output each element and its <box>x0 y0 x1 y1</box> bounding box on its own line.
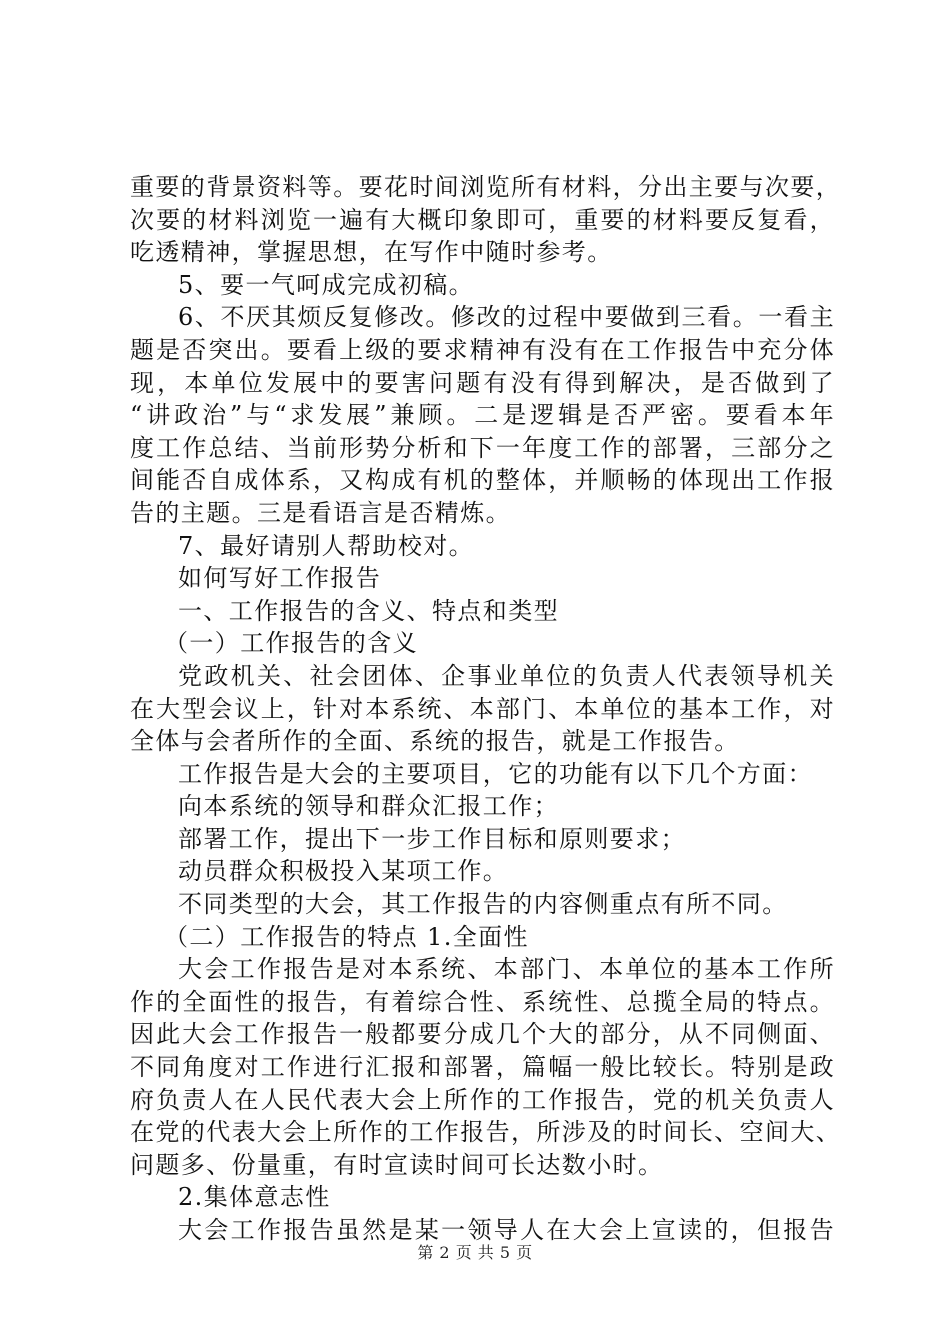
text-line: 大会工作报告是对本系统、本部门、本单位的基本工作所 <box>178 955 835 984</box>
text-line: 现，本单位发展中的要害问题有没有得到解决，是否做到了 <box>130 368 835 397</box>
text-line: 因此大会工作报告一般都要分成几个大的部分，从不同侧面、 <box>130 1020 835 1049</box>
page-footer: 第 2 页 共 5 页 <box>417 1243 533 1262</box>
text-line: 在大型会议上，针对本系统、本部门、本单位的基本工作，对 <box>130 694 835 723</box>
text-line: 告的主题。三是看语言是否精炼。 <box>130 498 511 527</box>
text-line: 大会工作报告虽然是某一领导人在大会上宣读的，但报告 <box>178 1216 835 1244</box>
text-line: 度工作总结、当前形势分析和下一年度工作的部署，三部分之 <box>130 433 835 462</box>
text-line: 一、工作报告的含义、特点和类型 <box>178 596 559 625</box>
text-line: 如何写好工作报告 <box>178 564 382 593</box>
text-line: 工作报告是大会的主要项目，它的功能有以下几个方面： <box>178 759 813 788</box>
text-line: 重要的背景资料等。要花时间浏览所有材料，分出主要与次要， <box>130 173 842 201</box>
text-line: 作的全面性的报告，有着综合性、系统性、总揽全局的特点。 <box>130 987 835 1016</box>
text-line: 5、要一气呵成完成初稿。 <box>178 270 475 299</box>
text-line: 不同角度对工作进行汇报和部署，篇幅一般比较长。特别是政 <box>130 1053 835 1082</box>
text-line: 问题多、份量重，有时宣读时间可长达数小时。 <box>130 1150 664 1179</box>
text-line: （二）工作报告的特点 1.全面性 <box>164 922 529 951</box>
document-body <box>130 171 842 1247</box>
text-line: 在党的代表大会上所作的工作报告，所涉及的时间长、空间大、 <box>130 1118 842 1147</box>
text-line: 题是否突出。要看上级的要求精神有没有在工作报告中充分体 <box>130 335 835 364</box>
text-line: 部署工作，提出下一步工作目标和原则要求； <box>178 824 686 853</box>
text-line: 党政机关、社会团体、企事业单位的负责人代表领导机关 <box>178 661 835 690</box>
text-line: 向本系统的领导和群众汇报工作； <box>178 792 559 821</box>
text-line: 不同类型的大会，其工作报告的内容侧重点有所不同。 <box>178 890 788 919</box>
text-line: 动员群众积极投入某项工作。 <box>178 857 509 886</box>
text-line: 间能否自成体系，又构成有机的整体，并顺畅的体现出工作报 <box>130 466 835 495</box>
text-line: 全体与会者所作的全面、系统的报告，就是工作报告。 <box>130 727 740 756</box>
text-line: 府负责人在人民代表大会上所作的工作报告，党的机关负责人 <box>130 1085 835 1114</box>
text-line: 7、最好请别人帮助校对。 <box>178 531 475 560</box>
text-line: 6、不厌其烦反复修改。修改的过程中要做到三看。一看主 <box>178 303 835 332</box>
text-line: 吃透精神，掌握思想，在写作中随时参考。 <box>130 238 613 267</box>
text-line: （一）工作报告的含义 <box>164 629 418 658</box>
text-line: 2.集体意志性 <box>178 1183 331 1212</box>
text-line: “讲政治”与“求发展”兼顾。二是逻辑是否严密。要看本年 <box>130 401 835 430</box>
text-line: 次要的材料浏览一遍有大概印象即可，重要的材料要反复看， <box>130 205 835 234</box>
